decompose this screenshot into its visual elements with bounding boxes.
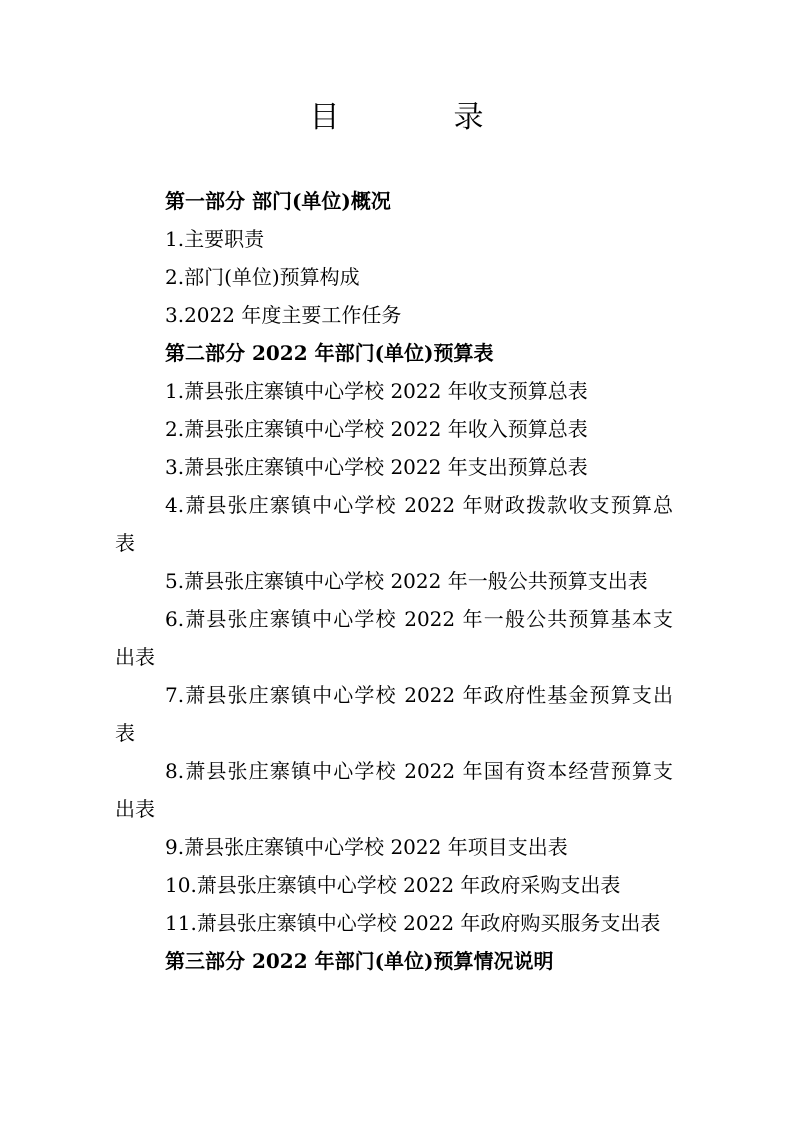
toc-item [0, 296, 793, 334]
toc-part-label: 第三部分 2022 年部门(单位)预算情况说明 [165, 949, 554, 973]
toc-item [0, 676, 793, 752]
toc-item-label-line1: 6.萧县张庄寨镇中心学校 2022 年一般公共预算基本支 [165, 607, 673, 631]
toc-item-label-line2: 出表 [115, 797, 155, 821]
toc-item-label-line2: 出表 [115, 645, 155, 669]
toc-item [0, 486, 793, 562]
toc-part-3 [0, 942, 793, 980]
toc-item [0, 220, 793, 258]
toc-item-label-line1: 7.萧县张庄寨镇中心学校 2022 年政府性基金预算支出 [165, 683, 673, 707]
toc-item-label-line2: 表 [115, 721, 135, 745]
toc-item [0, 600, 793, 676]
toc-item [0, 562, 793, 600]
toc-item [0, 410, 793, 448]
toc-item-label: 11.萧县张庄寨镇中心学校 2022 年政府购买服务支出表 [165, 911, 661, 935]
toc-item-label: 1.萧县张庄寨镇中心学校 2022 年收支预算总表 [165, 379, 588, 403]
toc-item-label: 2.萧县张庄寨镇中心学校 2022 年收入预算总表 [165, 417, 588, 441]
toc-item [0, 372, 793, 410]
toc-item-label-line2: 表 [115, 531, 135, 555]
toc-item-label: 10.萧县张庄寨镇中心学校 2022 年政府采购支出表 [165, 873, 621, 897]
page-title: 目 录 [309, 100, 526, 135]
toc-part-2 [0, 334, 793, 372]
toc-item-label-line1: 4.萧县张庄寨镇中心学校 2022 年财政拨款收支预算总 [165, 493, 673, 517]
toc-item [0, 752, 793, 828]
toc-item-label: 3.2022 年度主要工作任务 [165, 303, 402, 327]
toc-item [0, 828, 793, 866]
table-of-contents [0, 182, 793, 980]
toc-part-label: 第一部分 部门(单位)概况 [165, 189, 391, 213]
toc-part-1 [0, 182, 793, 220]
toc-part-label: 第二部分 2022 年部门(单位)预算表 [165, 341, 494, 365]
toc-item-label: 1.主要职责 [165, 227, 265, 251]
toc-item [0, 904, 793, 942]
toc-item-label-line1: 8.萧县张庄寨镇中心学校 2022 年国有资本经营预算支 [165, 759, 673, 783]
toc-item-label: 3.萧县张庄寨镇中心学校 2022 年支出预算总表 [165, 455, 588, 479]
toc-item [0, 866, 793, 904]
toc-item-label: 5.萧县张庄寨镇中心学校 2022 年一般公共预算支出表 [165, 569, 648, 593]
toc-item [0, 448, 793, 486]
toc-item-label: 9.萧县张庄寨镇中心学校 2022 年项目支出表 [165, 835, 568, 859]
toc-item-label: 2.部门(单位)预算构成 [165, 265, 360, 289]
toc-item [0, 258, 793, 296]
